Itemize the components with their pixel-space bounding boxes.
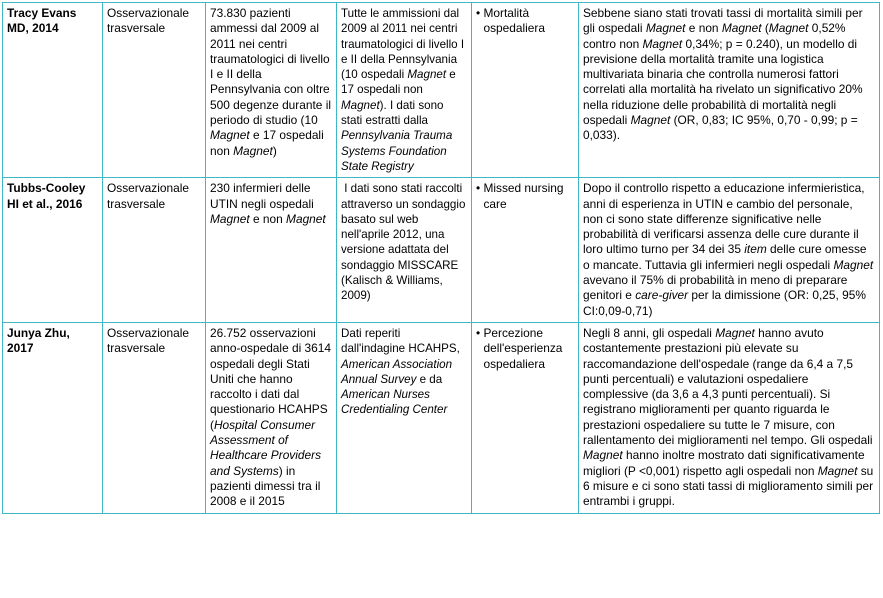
author-text: Tracy Evans MD, 2014 [7,6,77,36]
data-source-segment: Magnet [407,68,447,82]
sample-cell [206,3,337,178]
results-segment: (OR, 0,83; IC 95%, 0,70 - 0,99; p = 0,033). [583,113,858,143]
sample-segment: 26.752 osservazioni anno-ospedale di 3614 ospedali degli Stati Uniti che hanno raccolto i dati dal questionario HCAHPS ( [210,325,331,432]
sample-segment: ) [272,143,277,158]
results-segment: item [744,242,767,257]
sample-segment: ) in pazienti dimessi tra il 2008 e il 2015 [210,463,321,509]
author-cell [3,3,103,178]
results-segment: Magnet [630,113,671,128]
outcome-cell [472,178,579,323]
outcome-text: Mortalità ospedaliera [483,6,545,36]
sample-segment: Magnet [210,128,250,143]
results-segment: Magnet [721,21,762,36]
outcome-item [476,181,573,212]
design-cell [103,322,206,513]
results-segment: Sebbene siano stati trovati tassi di mortalità simili per gli ospedali [583,6,863,36]
outcome-cell [472,3,579,178]
data-source-segment: American Nurses Credentialing Center [341,388,448,417]
results-segment: hanno inoltre mostrato dati significativamente migliori (P <0,001) rispetto agli ospedali non [583,448,865,478]
sample-cell [206,178,337,323]
bullet-icon: • [476,6,484,20]
outcome-text: Percezione dell'esperienza ospedaliera [483,325,563,371]
outcome-item [476,6,573,37]
table-row [3,3,880,178]
table-row [3,322,880,513]
sample-segment: e non [249,211,287,226]
data-source-segment: e da [416,372,443,386]
results-segment: Magnet [715,325,755,340]
sample-segment: Magnet [233,143,273,158]
sample-cell [206,322,337,513]
results-segment: su 6 misure e ci sono stati tassi di miglioramento simili per entrambi i gruppi. [583,463,874,509]
author-text: Junya Zhu, 2017 [7,325,70,356]
bullet-icon: • [476,325,484,340]
sample-segment: 230 infermieri delle UTIN negli ospedali [210,181,314,211]
table-row [3,178,880,323]
results-segment: e non [685,21,722,36]
results-segment: Magnet [817,463,858,478]
results-segment: per la dimissione (OR: 0,25, 95% CI:0,09-0,71) [583,288,866,318]
results-segment: Negli 8 anni, gli ospedali [583,325,716,340]
data-source-segment: American Association Annual Survey [341,357,453,386]
design-text: Osservazionale trasversale [107,181,189,211]
data-source-segment: Tutte le ammissioni dal 2009 al 2011 nei centri traumatologici di livello I e II della Pennsylvania (10 ospedali [341,7,465,82]
results-segment: Magnet [645,21,686,36]
results-segment: ( [761,21,769,36]
results-segment: Dopo il controllo rispetto a educazione infermieristica, anni di esperienza in UTIN e cambio del personale, non ci sono state differenze significative nelle probabilità di verificarsi assenza delle cure durante il loro ultimo turno per 34 dei 35 [583,181,865,257]
results-segment: Magnet [768,21,809,36]
results-segment: Magnet [642,36,683,51]
sample-segment: Magnet [286,211,326,226]
data-source-segment: I dati sono stati raccolti attraverso un sondaggio basato sul web nell'aprile 2012, una versione adattata del sondaggio MISSCARE (Kalisch & Williams, 2009) [341,182,466,303]
author-text: Tubbs-Cooley HI et al., 2016 [7,181,86,211]
results-segment: Magnet [833,257,874,272]
results-segment: 0,52% contro non [583,21,846,51]
results-segment: avevano il 75% di probabilità in meno di preparare genitori e [583,273,848,303]
results-segment: care-giver [635,288,689,303]
data-source-segment: Dati reperiti dall'indagine HCAHPS, [341,326,460,356]
sample-segment: e 17 ospedali non [210,128,324,158]
design-text: Osservazionale trasversale [107,325,189,356]
data-source-segment: ). I dati sono stati estratti dalla [341,98,444,128]
sample-segment: Hospital Consumer Assessment of Healthcare Providers and Systems [210,417,322,478]
outcome-text: Missed nursing care [483,181,564,211]
results-cell [579,3,880,178]
data-source-cell [337,178,472,323]
outcome-cell [472,322,579,513]
results-segment: hanno avuto costantemente prestazioni più elevate su raccomandazione dell'ospedale (range da 6,4 a 7,5 punti percentuali) e valutazioni ospedaliere complessive (da 3,6 a 4,3 punti percentuali). Si registrano miglioramenti per quanto riguarda le prestazioni ospedaliere su tutte le 7 misure, con rallentamento dei miglioramenti nel tempo. Gli ospedali [583,325,873,448]
sample-segment: Magnet [210,211,250,226]
data-source-segment: Pennsylvania Trauma Systems Foundation State Registry [341,129,453,173]
author-cell [3,322,103,513]
results-segment: delle cure omesse o mancate. Tuttavia gli infermieri negli ospedali [583,242,867,272]
results-segment: Magnet [583,448,623,463]
data-source-segment: Magnet [341,98,380,112]
data-source-cell [337,3,472,178]
design-cell [103,178,206,323]
sample-segment: 73.830 pazienti ammessi dal 2009 al 2011 nei centri traumatologici di livello I e II della Pennsylvania con oltre 500 degenze durante il periodo di studio (10 [210,6,331,128]
bullet-icon: • [476,181,484,196]
design-cell [103,3,206,178]
literature-table [2,2,880,514]
data-source-cell [337,322,472,513]
results-cell [579,178,880,323]
outcome-item [476,326,573,372]
design-text: Osservazionale trasversale [107,6,189,36]
results-segment: 0,34%; p = 0.240), un modello di previsione della mortalità tramite una logistica multivariata binaria che controlla numerosi fattori correlati alla mortalità ha rivelato un significativo 20% nella riduzione delle probabilità di mortalità negli ospedali [583,36,863,128]
results-cell [579,322,880,513]
author-cell [3,178,103,323]
data-source-segment: e 17 ospedali non [341,68,456,97]
